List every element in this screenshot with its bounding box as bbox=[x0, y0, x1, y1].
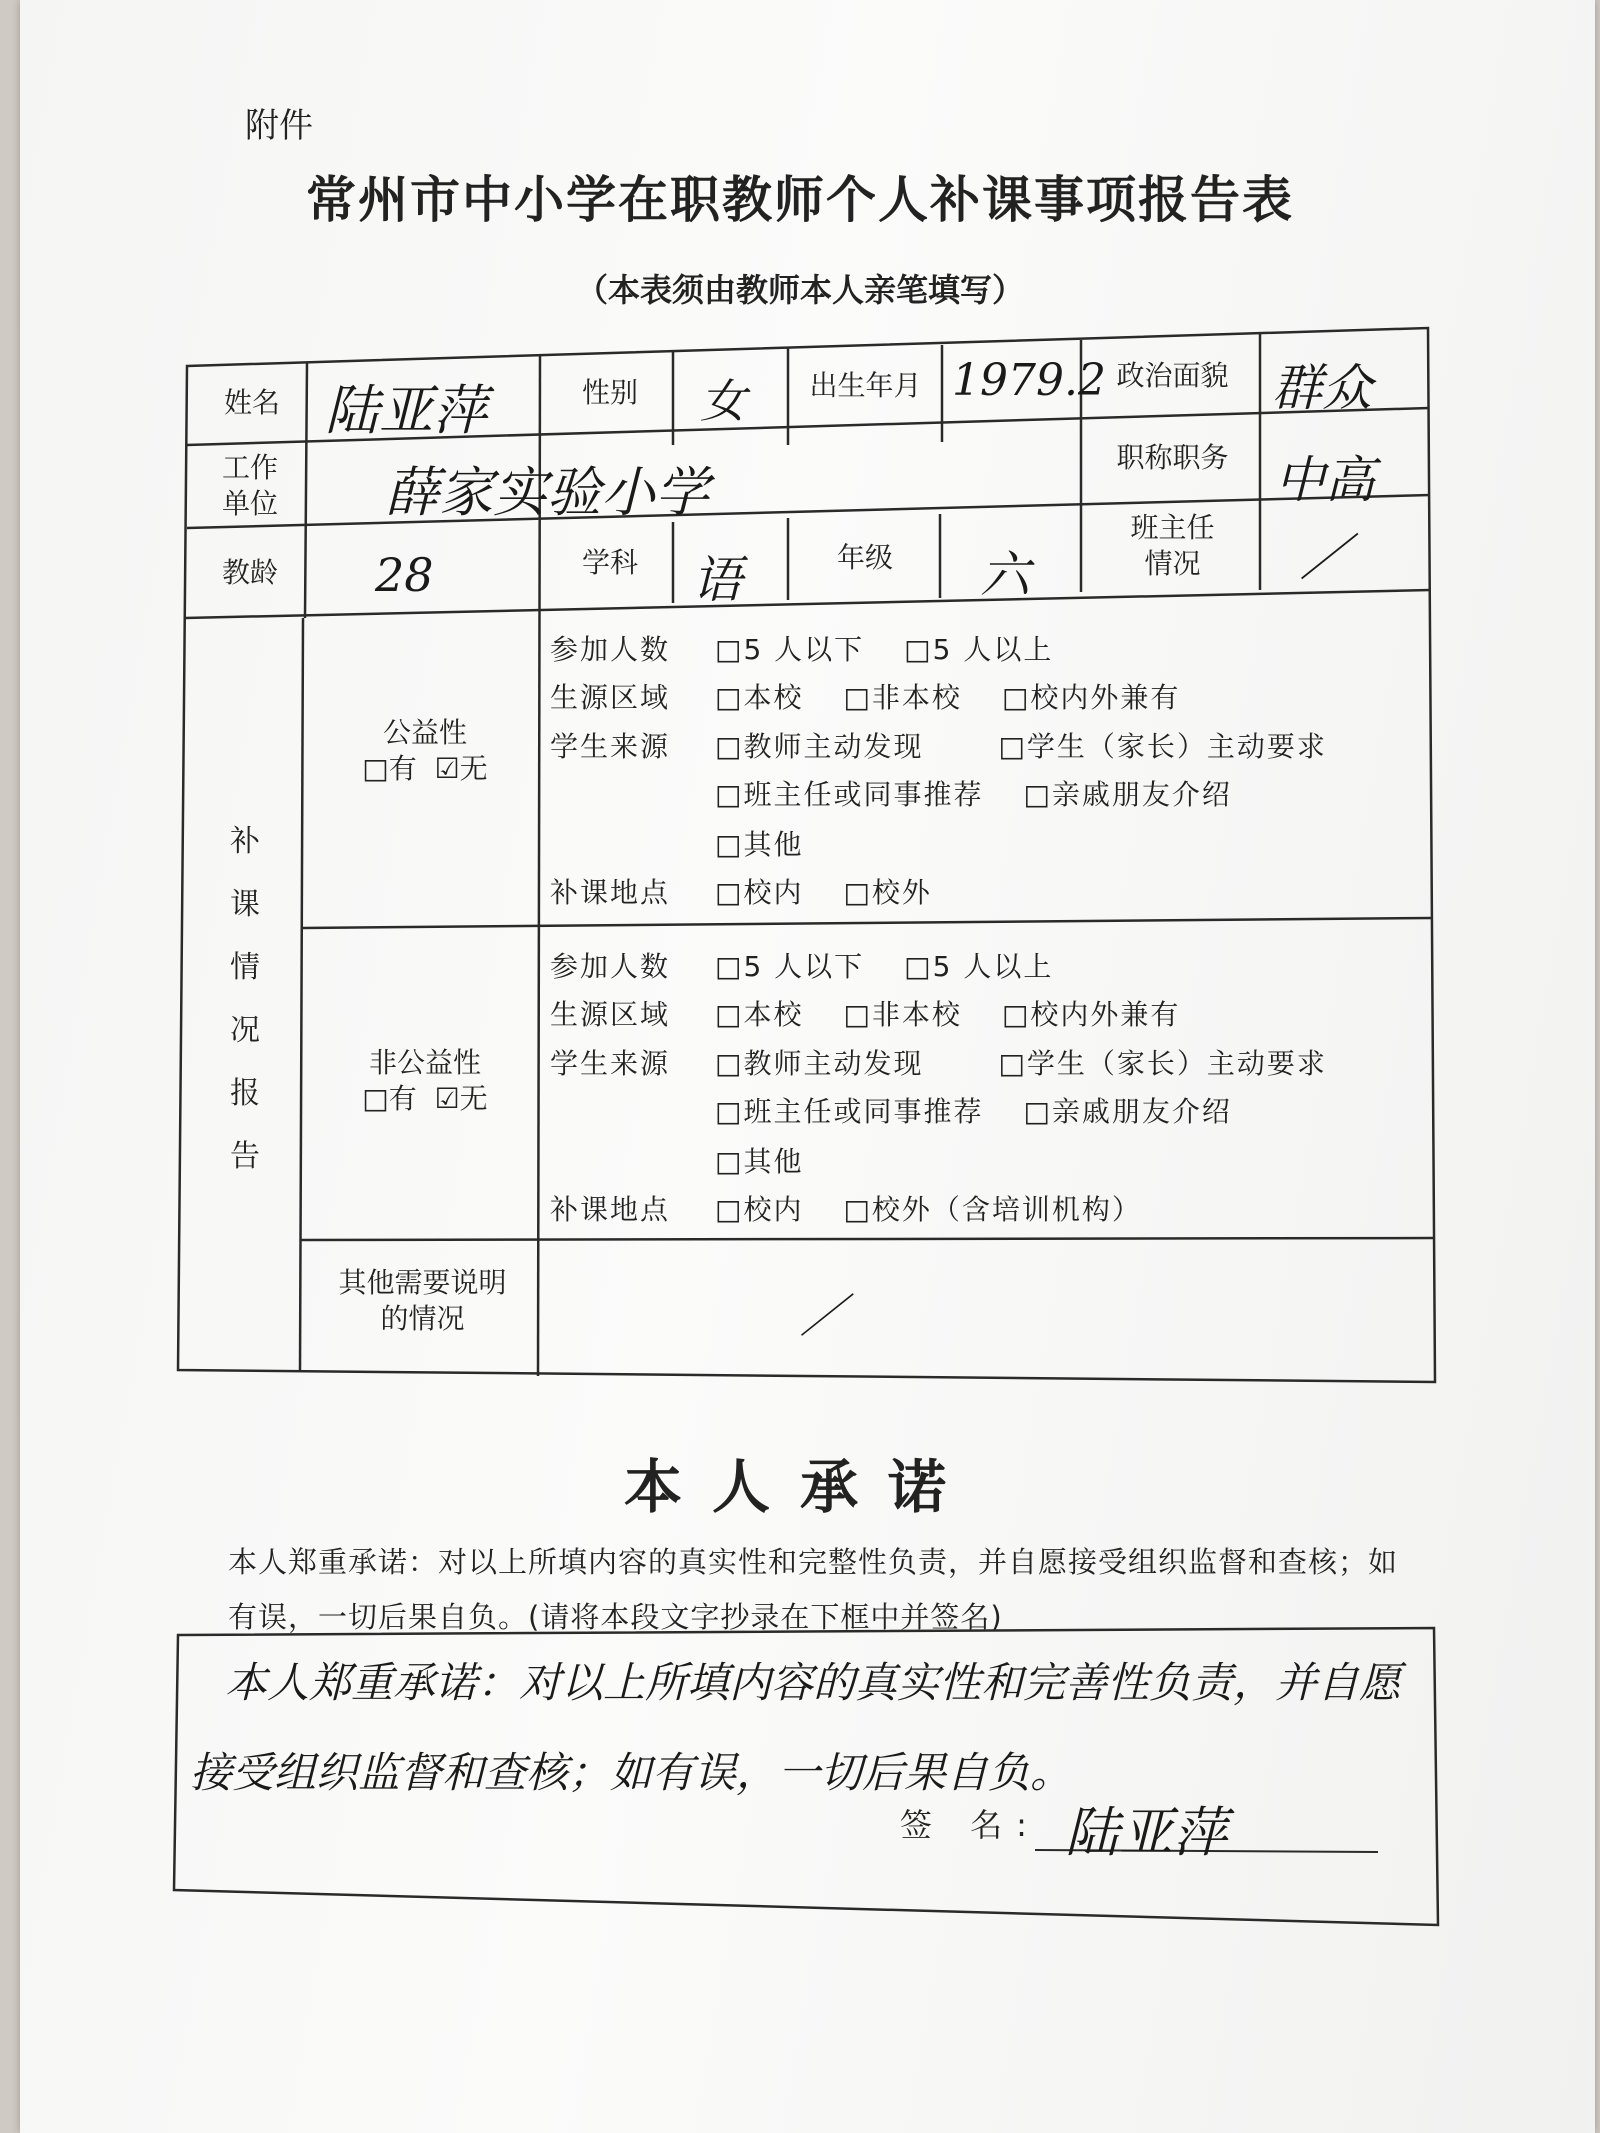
checkbox-option[interactable]: □亲戚朋友介绍 bbox=[1023, 778, 1232, 811]
option-row-label: 补课地点 bbox=[550, 1193, 671, 1226]
nonpublic-has-checkbox[interactable]: □有 bbox=[362, 1082, 417, 1116]
label-birth: 出生年月 bbox=[809, 369, 922, 402]
option-row-label: 学生来源 bbox=[550, 1047, 671, 1080]
non-public-block: 非公益性 □有 ☑无 bbox=[362, 1046, 488, 1116]
checkbox-option[interactable]: □校外（含培训机构） bbox=[843, 1193, 1142, 1226]
pledge-heading: 本人承诺 bbox=[623, 1453, 976, 1521]
label-gender: 性别 bbox=[581, 376, 638, 409]
label-teaching-years: 教龄 bbox=[221, 556, 278, 589]
checkbox-option[interactable]: □教师主动发现 bbox=[715, 730, 924, 763]
label-name: 姓名 bbox=[223, 386, 280, 419]
checkbox-option[interactable]: □校内 bbox=[715, 1193, 804, 1226]
checkbox-option[interactable]: □学生（家长）主动要求 bbox=[998, 1047, 1327, 1080]
checkbox-option[interactable]: □5 人以上 bbox=[904, 950, 1054, 983]
checkbox-option[interactable]: □教师主动发现 bbox=[715, 1047, 924, 1080]
signature: 陆亚萍 bbox=[1065, 1801, 1227, 1864]
pledge-handwritten-line2: 接受组织监督和查核；如有误，一切后果自负。 bbox=[190, 1748, 1073, 1797]
label-other: 其他需要说明 的情况 bbox=[338, 1266, 507, 1336]
option-row-label: 学生来源 bbox=[550, 730, 671, 763]
checkbox-option[interactable]: □校内外兼有 bbox=[1001, 681, 1181, 714]
public-has-checkbox[interactable]: □有 bbox=[362, 752, 417, 786]
form-subtitle: （本表须由教师本人亲笔填写） bbox=[575, 271, 1024, 309]
checkbox-option[interactable]: □5 人以下 bbox=[715, 633, 865, 666]
option-row-label: 参加人数 bbox=[550, 950, 671, 983]
label-grade: 年级 bbox=[836, 541, 893, 574]
option-row-label: 生源区域 bbox=[550, 681, 671, 714]
checkbox-option[interactable]: □非本校 bbox=[843, 681, 962, 714]
label-head-teacher: 班主任 情况 bbox=[1130, 511, 1215, 581]
value-name: 陆亚萍 bbox=[325, 379, 487, 442]
label-report-section: 补 课 情 况 报 告 bbox=[230, 824, 260, 1174]
form-title: 常州市中小学在职教师个人补课事项报告表 bbox=[306, 170, 1294, 229]
option-row-label: 生源区域 bbox=[550, 998, 671, 1031]
value-title-post: 中高 bbox=[1275, 451, 1375, 509]
value-political: 群众 bbox=[1272, 359, 1372, 417]
checkbox-option[interactable]: □校内 bbox=[715, 876, 804, 909]
checkbox-option[interactable]: □本校 bbox=[715, 681, 804, 714]
public-none-checkbox[interactable]: ☑无 bbox=[434, 752, 488, 786]
checkbox-option[interactable]: □其他 bbox=[715, 828, 804, 861]
value-birth: 1979.2 bbox=[952, 355, 1106, 406]
label-title-post: 职称职务 bbox=[1116, 441, 1229, 474]
checkbox-option[interactable]: □5 人以上 bbox=[904, 633, 1054, 666]
checkbox-option[interactable]: □校外 bbox=[843, 876, 932, 909]
checkbox-option[interactable]: □班主任或同事推荐 bbox=[715, 1095, 984, 1128]
pledge-handwritten-line1: 本人郑重承诺：对以上所填内容的真实性和完善性负责，并自愿 bbox=[225, 1658, 1402, 1707]
value-other: ／ bbox=[800, 1289, 846, 1343]
nonpublic-none-checkbox[interactable]: ☑无 bbox=[434, 1082, 488, 1116]
value-teaching-years: 28 bbox=[375, 548, 434, 602]
checkbox-option[interactable]: □5 人以下 bbox=[715, 950, 865, 983]
checkbox-option[interactable]: □班主任或同事推荐 bbox=[715, 778, 984, 811]
option-row-label: 参加人数 bbox=[550, 633, 671, 666]
checkbox-option[interactable]: □学生（家长）主动要求 bbox=[998, 730, 1327, 763]
label-workplace: 工作 单位 bbox=[221, 451, 278, 521]
checkbox-option[interactable]: □其他 bbox=[715, 1145, 804, 1178]
checkbox-option[interactable]: □校内外兼有 bbox=[1001, 998, 1181, 1031]
label-political: 政治面貌 bbox=[1116, 359, 1229, 392]
pledge-text: 本人郑重承诺：对以上所填内容的真实性和完整性负责，并自愿接受组织监督和查核；如有误，一切后果自负。(请将本段文字抄录在下框中并签名) bbox=[228, 1545, 1399, 1634]
annex-label: 附件 bbox=[245, 106, 313, 146]
checkbox-option[interactable]: □本校 bbox=[715, 998, 804, 1031]
sign-label: 签 名: bbox=[900, 1806, 1041, 1844]
option-row-label: 补课地点 bbox=[550, 876, 671, 909]
checkbox-option[interactable]: □非本校 bbox=[843, 998, 962, 1031]
public-welfare-block: 公益性 □有 ☑无 bbox=[362, 716, 488, 786]
value-head-teacher: ／ bbox=[1300, 529, 1350, 587]
value-grade: 六 bbox=[980, 546, 1030, 604]
value-subject: 语 bbox=[692, 551, 742, 609]
value-gender: 女 bbox=[700, 374, 746, 428]
checkbox-option[interactable]: □亲戚朋友介绍 bbox=[1023, 1095, 1232, 1128]
value-workplace: 薛家实验小学 bbox=[385, 461, 709, 524]
label-subject: 学科 bbox=[581, 546, 638, 579]
